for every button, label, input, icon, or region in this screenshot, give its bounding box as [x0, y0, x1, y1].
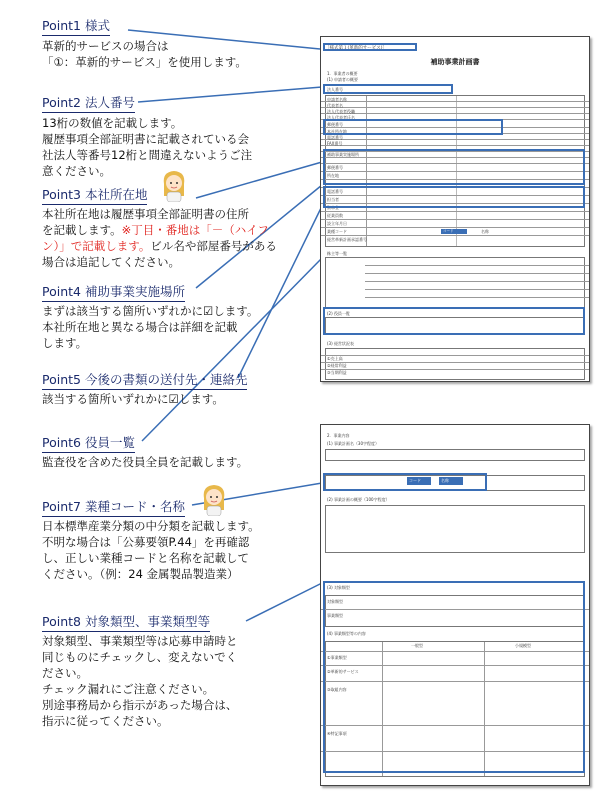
- point4-title: Point4 補助事業実施場所: [42, 282, 185, 302]
- plan-summary-box: [325, 505, 585, 553]
- point3-line-post: ビル名や部屋番号がある場合は追記してください。: [42, 239, 277, 269]
- field-label: 法人代表者役職: [327, 109, 355, 114]
- highlight-project-type: [323, 581, 585, 773]
- name-label: 名称: [441, 478, 449, 483]
- highlight-project-site: [323, 149, 585, 185]
- section-subheading: 株主等一覧: [327, 251, 347, 256]
- section-heading: 2．事業内容: [327, 433, 350, 438]
- column-header: 一般型: [411, 643, 423, 648]
- point6-line: 監査役を含めた役員全員を記載します。: [42, 455, 249, 469]
- point8-line: 指示に従ってください。: [42, 714, 169, 728]
- field-label: 資本金: [327, 205, 339, 210]
- highlight-officers: [323, 307, 585, 335]
- highlight-address: [323, 119, 503, 135]
- point8-line: 同じものにチェックし、変えないでく: [42, 650, 238, 664]
- highlight-houjin-number: [323, 84, 453, 94]
- highlight-industry-code: [323, 473, 487, 491]
- girl-illustration: [160, 168, 188, 202]
- connector-point8: [246, 583, 322, 621]
- point4-line: します。: [42, 336, 88, 350]
- point3-desc: [42, 206, 282, 270]
- financial-row-label: ②経常利益: [327, 363, 347, 368]
- field-label: 業種コード: [327, 229, 347, 234]
- section-subheading: (2) 事業計画の概要（100字程度）: [327, 497, 390, 502]
- point6-title: Point6 役員一覧: [42, 433, 135, 453]
- point3-line: [42, 222, 282, 270]
- field-label: 従業員数: [327, 213, 343, 218]
- kind-label: 事業類型: [327, 613, 343, 618]
- point8-line: ださい。: [42, 666, 88, 680]
- field-label: 設立年月日: [327, 221, 347, 226]
- section-heading: 1．事業者の概要: [327, 71, 358, 76]
- section-subheading: (4) 事業類型等の内容: [327, 631, 366, 636]
- financial-table: [325, 348, 585, 380]
- point5-title: Point5 今後の書類の送付先・連絡先: [42, 370, 247, 390]
- field-label: 電話番号: [327, 189, 343, 194]
- field-label: 所在地: [327, 173, 339, 178]
- point1-desc: [42, 38, 247, 70]
- point7-line: 不明な場合は「公募要領P.44」を再確認: [42, 535, 250, 549]
- field-label: 申請者名称: [327, 97, 347, 102]
- field-label: 代表者名: [327, 103, 343, 108]
- point2-title: Point2 法人番号: [42, 93, 135, 113]
- field-label: 補助事業実施場所: [327, 152, 359, 157]
- form-page-1: [320, 36, 590, 382]
- column-header: 小規模型: [515, 643, 531, 648]
- point5-desc: [42, 391, 224, 407]
- type-label: 対象類型: [327, 599, 343, 604]
- point4-line: 本社所在地と異なる場合は詳細を記載: [42, 320, 238, 334]
- point5-line: 該当する箇所いずれかに☑します。: [42, 392, 224, 406]
- point7-line: 日本標準産業分類の中分類を記載します。: [42, 519, 260, 533]
- point3-line: 本社所在地は履歴事項全部証明書の住所: [42, 207, 249, 221]
- code-label: コード: [409, 478, 421, 483]
- connector-point2: [138, 87, 322, 102]
- field-label: 郵便番号: [327, 165, 343, 170]
- row-label: ①事業類型: [327, 655, 347, 660]
- section-subheading: (1) 申請者の概要: [327, 77, 358, 82]
- point2-line: 13桁の数値を記載します。: [42, 116, 183, 130]
- row-label: ③取組内容: [327, 687, 347, 692]
- point8-line: チェック漏れにご注意ください。: [42, 682, 215, 696]
- name-label: 名称: [481, 229, 489, 234]
- section-subheading: (1) 事業計画名（30字程度）: [327, 441, 380, 446]
- highlight-contact: [323, 186, 585, 208]
- point1-line: 革新的サービスの場合は: [42, 39, 169, 53]
- point4-line: まずは該当する箇所いずれかに☑します。: [42, 304, 259, 318]
- form-title: 補助事業計画書: [430, 58, 480, 66]
- field-label: 担当者: [327, 197, 339, 202]
- point8-line: 対象類型、事業類型等は応募申請時と: [42, 634, 238, 648]
- point7-line: ください。（例：24 金属製品製造業）: [42, 567, 239, 581]
- point1-line: 「①：革新的サービス」を使用します。: [42, 55, 247, 69]
- point7-desc: [42, 518, 260, 582]
- field-label: 本社所在地: [327, 129, 347, 134]
- point2-line: 意ください。: [42, 164, 111, 178]
- section-subheading: (2) 役員一覧: [327, 311, 350, 316]
- point3-title: Point3 本社所在地: [42, 185, 147, 205]
- point2-desc: [42, 115, 252, 179]
- point2-line: 社法人等番号12桁と間違えないようご注: [42, 148, 253, 162]
- financial-row-label: ①売上高: [327, 356, 343, 361]
- point3-red-note: ※丁目・番地は「－（ハイフン）」で記載します。: [42, 223, 269, 253]
- row-label: ④特記事項: [327, 731, 347, 736]
- point8-desc: [42, 633, 238, 729]
- point6-desc: [42, 454, 248, 470]
- girl-illustration: [200, 482, 228, 516]
- form-label: ［様式第１(革新的サービス)］: [325, 46, 388, 51]
- point3-line-part: を記載します。: [42, 223, 122, 237]
- section-subheading: (3) 対象類型: [327, 585, 350, 590]
- plan-name-box: [325, 449, 585, 461]
- houjin-label: 法人番号: [327, 87, 343, 92]
- field-label: 法人代表者氏名: [327, 115, 355, 120]
- code-label: コード: [443, 229, 454, 233]
- highlight-form-style: [323, 43, 417, 51]
- field-label: FAX番号: [327, 141, 343, 146]
- field-label: 電話番号: [327, 135, 343, 140]
- point8-title: Point8 対象類型、事業類型等: [42, 612, 210, 632]
- point2-line: 履歴事項全部証明書に記載されている会: [42, 132, 249, 146]
- point4-desc: [42, 303, 258, 351]
- field-label: 経営革新計画承認番号: [327, 237, 367, 242]
- row-label: ②革新的サービス: [327, 669, 359, 674]
- section-subheading: (3) 経営状況表: [327, 341, 354, 346]
- point7-line: し、正しい業種コードと名称を記載して: [42, 551, 249, 565]
- field-label: 郵便番号: [327, 122, 343, 127]
- point8-line: 別途事務局から指示があった場合は、: [42, 698, 238, 712]
- financial-row-label: ③当期利益: [327, 370, 347, 375]
- point7-title: Point7 業種コード・名称: [42, 497, 185, 517]
- code-cell: [441, 229, 467, 234]
- form-page-2: [320, 424, 590, 786]
- point1-title: Point1 様式: [42, 16, 110, 36]
